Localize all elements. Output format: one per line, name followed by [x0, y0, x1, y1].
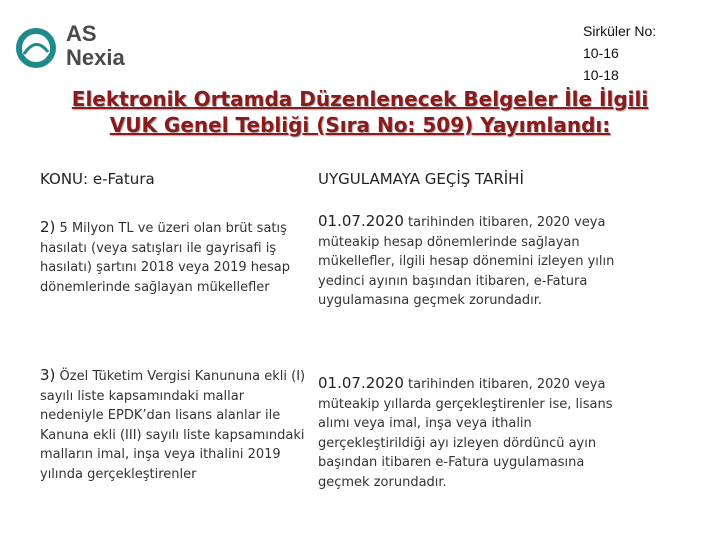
circular-label: Sirküler No: — [583, 23, 657, 39]
row-2-number: 2) — [40, 218, 56, 236]
title-line-2: VUK Genel Tebliği (Sıra No: 509) Yayımlandı: — [109, 113, 611, 137]
logo-text — [66, 22, 125, 70]
row-3-subject — [40, 366, 308, 484]
row-2-subject-text: 5 Milyon TL ve üzeri olan brüt satış hasılatı (veya satışları ile gayrisafi iş hasılatı) şartını 2018 veya 2019 hesap dönemlerinde sağlayan mükellefler — [40, 221, 291, 295]
row-3-number: 3) — [40, 366, 56, 384]
page-title — [20, 86, 700, 138]
row-3-subject-text: Özel Tüketim Vergisi Kanununa ekli (I) sayılı liste kapsamındaki mallar nedeniyle EPDK’dan lisans alanlar ile Kanuna ekli (III) sayılı liste kapsamındaki malların imal, inşa veya ithalini 2019 yılında gerçekleştirenler — [40, 369, 306, 482]
circular-number-1: 10-16 — [583, 45, 619, 61]
row-3-date-text: tarihinden itibaren, 2020 veya müteakip yıllarda gerçekleştirenler ise, lisans alımı veya imal, inşa veya ithalin gerçekleştirildiği ayı izleyen dördüncü ayın başından itibaren e-Fatura uygulamasına geçmek zorundadır. — [318, 377, 613, 490]
row-2-date: 01.07.2020 — [318, 212, 404, 230]
logo-line-2: Nexia — [66, 45, 125, 70]
row-2-effective-date — [318, 212, 626, 311]
subject-header: KONU: e-Fatura — [40, 170, 155, 188]
circular-number-block — [583, 20, 656, 86]
row-3-effective-date — [318, 374, 626, 492]
as-nexia-logo — [16, 18, 136, 74]
row-2-subject — [40, 218, 308, 297]
row-2-date-text: tarihinden itibaren, 2020 veya müteakip hesap dönemlerinde sağlayan mükellefler, ilgili hesap dönemini izleyen yılın yedinci ayının başından itibaren, e-Fatura uygulamasına geçmek zorundadır. — [318, 215, 615, 308]
effective-date-header: UYGULAMAYA GEÇİŞ TARİHİ — [318, 170, 524, 188]
nexia-logo-icon — [16, 28, 58, 68]
title-line-1: Elektronik Ortamda Düzenlenecek Belgeler İle İlgili — [71, 87, 649, 111]
logo-line-1: AS — [66, 21, 97, 46]
row-3-date: 01.07.2020 — [318, 374, 404, 392]
circular-number-2: 10-18 — [583, 67, 619, 83]
